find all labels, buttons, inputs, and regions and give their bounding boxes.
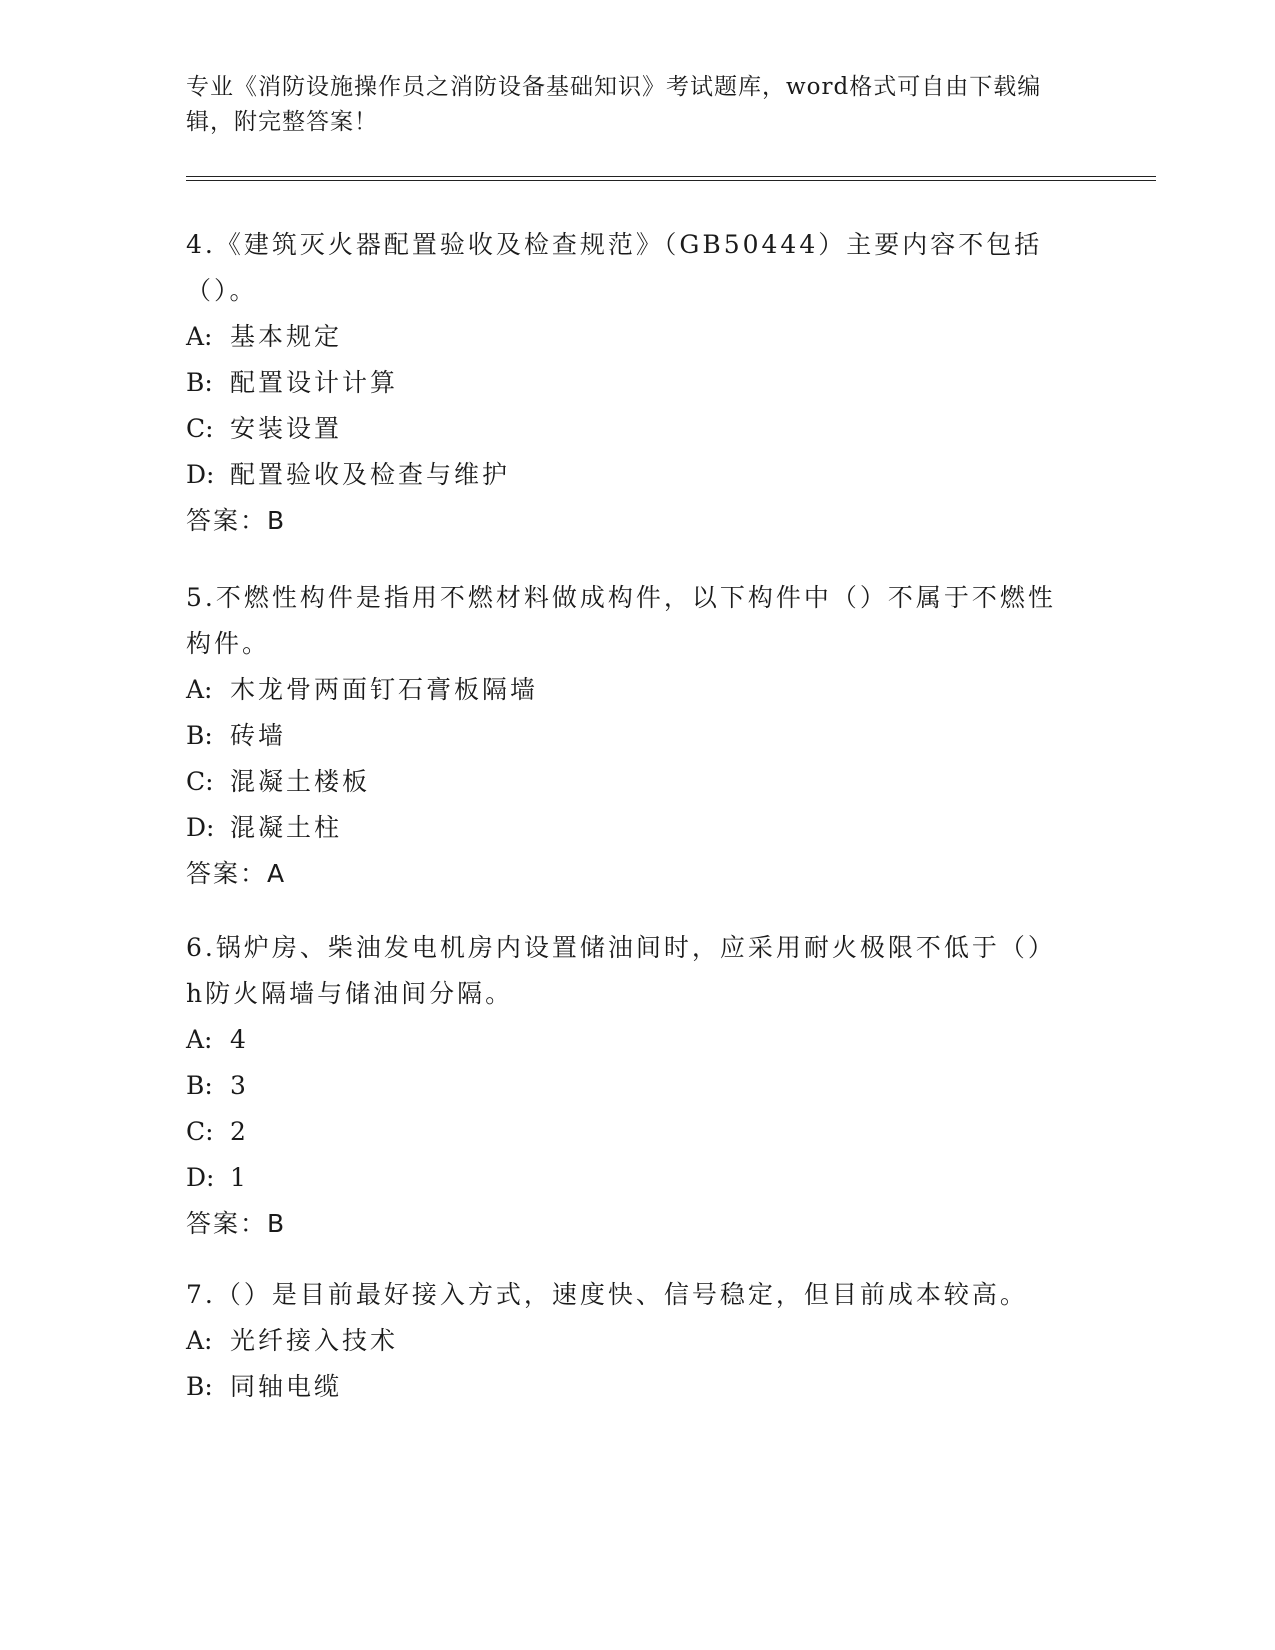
option-text: 木龙骨两面钉石膏板隔墙 <box>230 675 539 704</box>
option-b <box>186 360 1056 406</box>
option-letter: A: <box>186 1326 213 1355</box>
option-b <box>186 1063 1056 1109</box>
option-text: 光纤接入技术 <box>230 1326 399 1355</box>
option-letter: B: <box>186 1372 213 1401</box>
option-b <box>186 713 1056 759</box>
option-d <box>186 452 1056 498</box>
option-a <box>186 314 1056 360</box>
option-a <box>186 667 1056 713</box>
document-header <box>186 70 1056 140</box>
header-line-1: 专业《消防设施操作员之消防设备基础知识》考试题库，word格式可自由下载编 <box>186 74 1042 100</box>
option-letter: A: <box>186 322 213 351</box>
question-text: 6.锅炉房、柴油发电机房内设置储油间时，应采用耐火极限不低于（）h防火隔墙与储油间分隔。 <box>186 933 1056 1008</box>
option-letter: C: <box>186 414 214 443</box>
option-letter: B: <box>186 721 213 750</box>
option-text: 配置验收及检查与维护 <box>230 460 511 489</box>
option-text: 4 <box>230 1025 249 1054</box>
question-6 <box>186 925 1056 1247</box>
option-text: 砖墙 <box>230 721 287 750</box>
option-letter: D: <box>186 460 215 489</box>
option-d <box>186 1155 1056 1201</box>
option-text: 同轴电缆 <box>230 1372 343 1401</box>
question-5 <box>186 575 1056 897</box>
answer-label: 答案：A <box>186 859 287 888</box>
option-c <box>186 406 1056 452</box>
option-text: 配置设计计算 <box>230 368 399 397</box>
option-letter: B: <box>186 368 213 397</box>
option-letter: B: <box>186 1071 213 1100</box>
question-7 <box>186 1272 1056 1410</box>
option-letter: A: <box>186 675 213 704</box>
question-text: 4.《建筑灭火器配置验收及检查规范》（GB50444）主要内容不包括（）。 <box>186 230 1043 305</box>
option-a <box>186 1017 1056 1063</box>
option-letter: C: <box>186 767 214 796</box>
option-a <box>186 1318 1056 1364</box>
option-letter: D: <box>186 1163 215 1192</box>
option-text: 1 <box>230 1163 249 1192</box>
option-c <box>186 759 1056 805</box>
answer-label: 答案：B <box>186 1209 287 1238</box>
option-letter: D: <box>186 813 215 842</box>
option-d <box>186 805 1056 851</box>
option-c <box>186 1109 1056 1155</box>
option-text: 2 <box>230 1117 249 1146</box>
header-line-2: 辑，附完整答案！ <box>186 109 378 135</box>
question-text: 7.（）是目前最好接入方式，速度快、信号稳定，但目前成本较高。 <box>186 1280 1028 1309</box>
answer-label: 答案：B <box>186 506 287 535</box>
option-text: 3 <box>230 1071 249 1100</box>
option-text: 混凝土楼板 <box>230 767 371 796</box>
option-text: 安装设置 <box>230 414 343 443</box>
question-text: 5.不燃性构件是指用不燃材料做成构件，以下构件中（）不属于不燃性构件。 <box>186 583 1056 658</box>
header-divider <box>186 176 1156 181</box>
option-b <box>186 1364 1056 1410</box>
option-text: 基本规定 <box>230 322 343 351</box>
option-letter: A: <box>186 1025 213 1054</box>
option-text: 混凝土柱 <box>230 813 343 842</box>
option-letter: C: <box>186 1117 214 1146</box>
question-4 <box>186 222 1056 544</box>
